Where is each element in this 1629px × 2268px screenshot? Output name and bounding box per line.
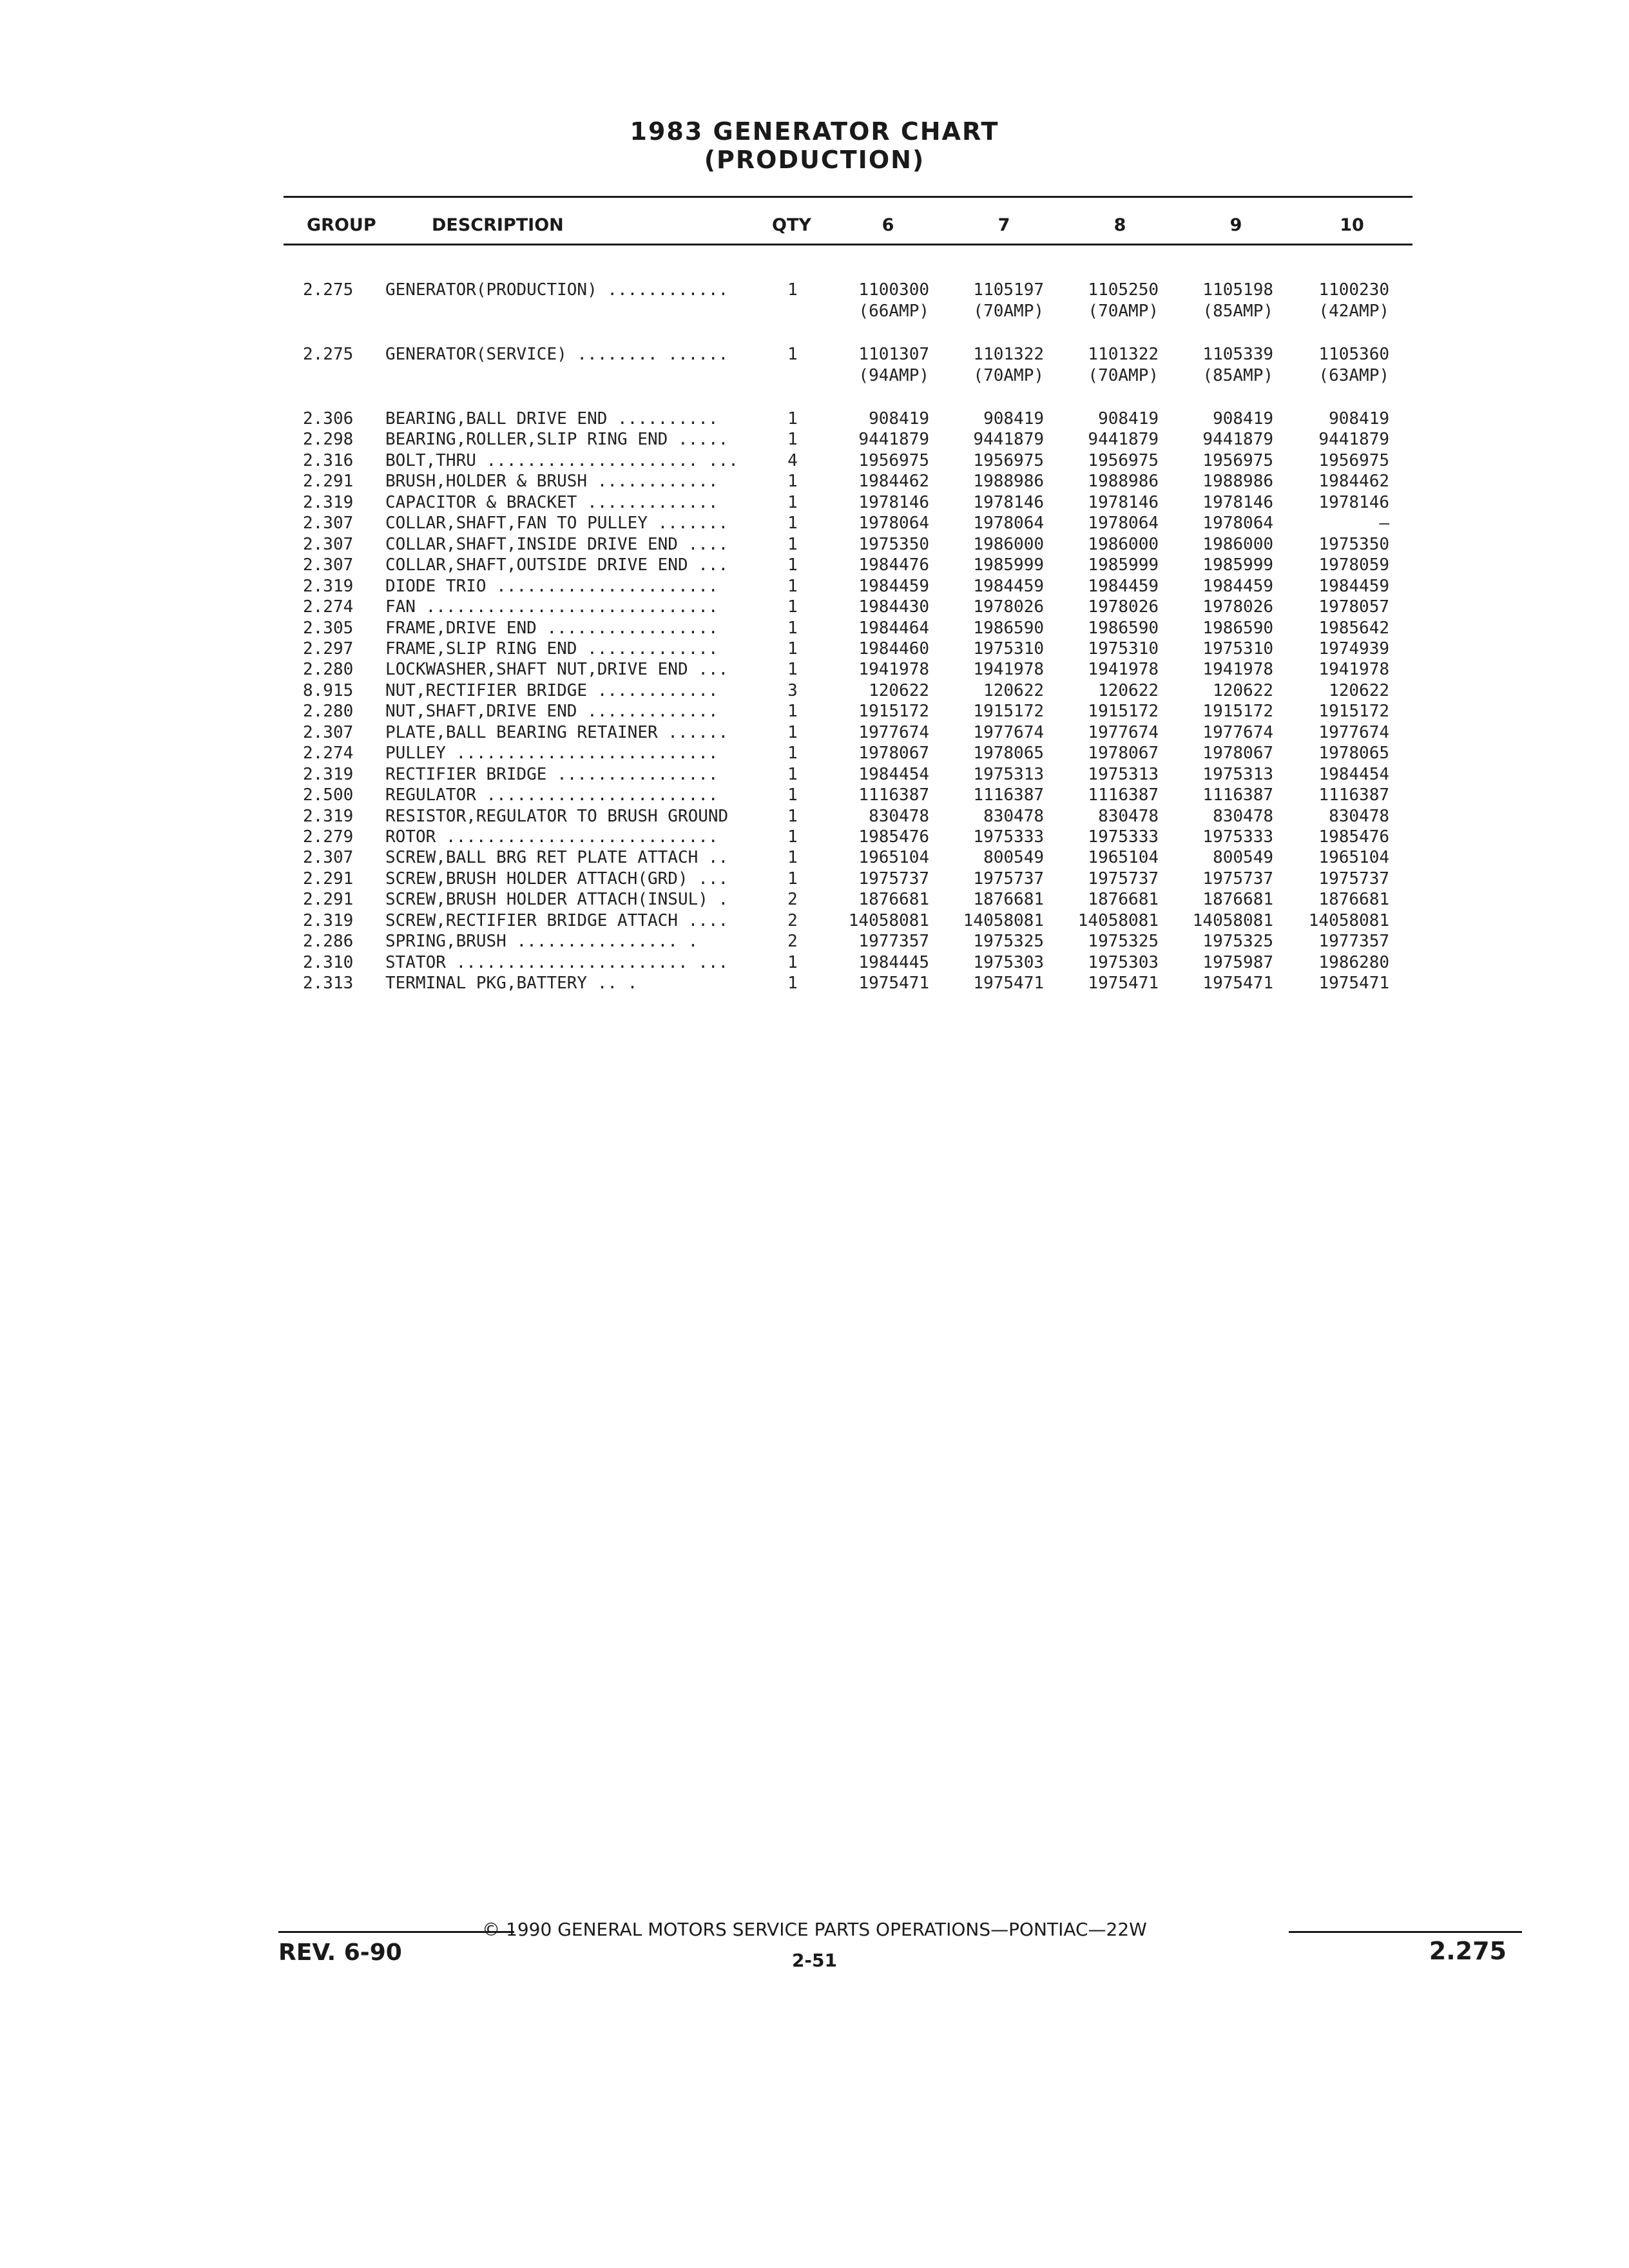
row-part-number: 1984459 xyxy=(973,576,1044,596)
row-part-number: 830478 xyxy=(1329,806,1389,826)
row-part-number: 1941978 xyxy=(973,660,1044,680)
row-qty: 3 xyxy=(787,680,798,700)
row-part-number: 1975987 xyxy=(1202,952,1273,972)
row-part-number: 1975737 xyxy=(1318,869,1389,889)
row-part-number: 1978064 xyxy=(973,514,1044,533)
row-part-number: 1988986 xyxy=(1088,472,1159,492)
row-qty: 1 xyxy=(787,806,798,826)
row-part-number: 800549 xyxy=(983,848,1044,868)
row-part-number: 1105198 xyxy=(1202,280,1273,300)
row-group: 2.274 xyxy=(303,597,354,617)
row-part-number: 1984445 xyxy=(858,952,929,972)
section-number: 2.275 xyxy=(1429,1937,1507,1965)
row-part-number: 1977674 xyxy=(858,722,929,742)
row-qty: 1 xyxy=(787,744,798,764)
row-part-number: 1988986 xyxy=(973,472,1044,492)
row-qty: 1 xyxy=(787,952,798,972)
row-description: FRAME,SLIP RING END ............. xyxy=(385,639,718,658)
row-part-number: 1975333 xyxy=(1088,827,1159,847)
row-part-number: 1986590 xyxy=(973,618,1044,638)
row-amp-rating: (66AMP) xyxy=(858,302,929,321)
row-part-number: 1975325 xyxy=(1202,932,1273,952)
row-part-number: 1977674 xyxy=(1202,722,1273,742)
row-part-number: 120622 xyxy=(983,680,1044,700)
row-qty: 1 xyxy=(787,848,798,868)
row-part-number: 830478 xyxy=(983,806,1044,826)
row-group: 2.291 xyxy=(303,472,354,492)
row-description: DIODE TRIO ...................... xyxy=(385,576,718,596)
row-part-number: 1984462 xyxy=(1318,472,1389,492)
row-part-number: 1876681 xyxy=(1318,890,1389,910)
row-qty: 1 xyxy=(787,345,798,364)
row-part-number: 1978026 xyxy=(1202,597,1273,617)
row-part-number: 1876681 xyxy=(973,890,1044,910)
row-part-number: 1978064 xyxy=(858,514,929,533)
row-description: LOCKWASHER,SHAFT NUT,DRIVE END ... xyxy=(385,660,729,680)
row-part-number: 1978065 xyxy=(1318,744,1389,764)
row-part-number: 1975325 xyxy=(973,932,1044,952)
row-part-number: 1985999 xyxy=(1202,555,1273,575)
row-part-number: 1956975 xyxy=(858,450,929,470)
row-group: 2.310 xyxy=(303,952,354,972)
row-qty: 1 xyxy=(787,409,798,428)
row-qty: 2 xyxy=(787,932,798,952)
row-group: 2.306 xyxy=(303,409,354,428)
row-group: 2.280 xyxy=(303,702,354,722)
row-description: STATOR ....................... ... xyxy=(385,952,729,972)
row-part-number: 1985476 xyxy=(1318,827,1389,847)
row-description: BEARING,BALL DRIVE END .......... xyxy=(385,409,718,428)
row-description: SPRING,BRUSH ................ . xyxy=(385,932,699,952)
row-description: GENERATOR(SERVICE) ........ ...... xyxy=(385,345,729,364)
row-part-number: 1977674 xyxy=(1088,722,1159,742)
header-col-6: 6 xyxy=(882,215,894,235)
row-part-number: 1956975 xyxy=(1088,450,1159,470)
row-part-number: 1984430 xyxy=(858,597,929,617)
row-group: 2.279 xyxy=(303,827,354,847)
row-group: 2.319 xyxy=(303,576,354,596)
row-description: SCREW,RECTIFIER BRIDGE ATTACH .... xyxy=(385,910,729,930)
row-part-number: 1956975 xyxy=(1202,450,1273,470)
row-part-number: 830478 xyxy=(1213,806,1273,826)
row-part-number: 9441879 xyxy=(973,430,1044,450)
row-part-number: 1100230 xyxy=(1318,280,1389,300)
row-part-number: 1975350 xyxy=(1318,534,1389,554)
copyright-line: © 1990 GENERAL MOTORS SERVICE PARTS OPERATIONS—PONTIAC—22W xyxy=(482,1919,1147,1940)
row-group: 2.307 xyxy=(303,514,354,533)
row-part-number: 1986000 xyxy=(1088,534,1159,554)
row-qty: 4 xyxy=(787,450,798,470)
row-description: COLLAR,SHAFT,OUTSIDE DRIVE END ... xyxy=(385,555,729,575)
row-part-number: 1984454 xyxy=(858,764,929,784)
row-group: 2.291 xyxy=(303,890,354,910)
row-part-number: 1975737 xyxy=(858,869,929,889)
row-qty: 1 xyxy=(787,639,798,658)
row-group: 2.305 xyxy=(303,618,354,638)
row-part-number: 1985999 xyxy=(973,555,1044,575)
row-part-number: 1977357 xyxy=(1318,932,1389,952)
row-part-number: 1876681 xyxy=(1088,890,1159,910)
row-part-number: 1978065 xyxy=(973,744,1044,764)
row-amp-rating: (70AMP) xyxy=(1088,366,1159,385)
row-part-number: 1975310 xyxy=(1202,639,1273,658)
row-amp-rating: (70AMP) xyxy=(1088,302,1159,321)
row-part-number: 1105360 xyxy=(1318,345,1389,364)
row-part-number: 1105339 xyxy=(1202,345,1273,364)
row-description: SCREW,BALL BRG RET PLATE ATTACH .. xyxy=(385,848,729,868)
row-qty: 1 xyxy=(787,597,798,617)
row-description: CAPACITOR & BRACKET ............. xyxy=(385,492,718,512)
row-part-number: 1116387 xyxy=(858,785,929,805)
row-part-number: 14058081 xyxy=(1077,910,1159,930)
row-part-number: 120622 xyxy=(1213,680,1273,700)
row-qty: 1 xyxy=(787,785,798,805)
header-qty: QTY xyxy=(772,215,811,235)
row-qty: 1 xyxy=(787,555,798,575)
row-part-number: 1105197 xyxy=(973,280,1044,300)
row-part-number: 1978067 xyxy=(1202,744,1273,764)
row-group: 2.291 xyxy=(303,869,354,889)
row-amp-rating: (85AMP) xyxy=(1202,366,1273,385)
row-part-number: 1978067 xyxy=(858,744,929,764)
row-description: FAN ............................. xyxy=(385,597,718,617)
row-part-number: 1975471 xyxy=(858,974,929,994)
row-part-number: 1984454 xyxy=(1318,764,1389,784)
row-part-number: 1975471 xyxy=(973,974,1044,994)
row-part-number: 1105250 xyxy=(1088,280,1159,300)
row-group: 8.915 xyxy=(303,680,354,700)
row-part-number: 1986590 xyxy=(1202,618,1273,638)
row-part-number: 908419 xyxy=(1098,409,1159,428)
row-part-number: 120622 xyxy=(1329,680,1389,700)
row-part-number: 9441879 xyxy=(1202,430,1273,450)
header-col-7: 7 xyxy=(998,215,1010,235)
header-description: DESCRIPTION xyxy=(432,215,564,235)
row-part-number: 9441879 xyxy=(1088,430,1159,450)
row-part-number: 1116387 xyxy=(1088,785,1159,805)
row-group: 2.307 xyxy=(303,555,354,575)
row-part-number: 1116387 xyxy=(973,785,1044,805)
row-part-number: 1986590 xyxy=(1088,618,1159,638)
row-part-number: 1978146 xyxy=(1202,492,1273,512)
row-part-number: 1941978 xyxy=(1088,660,1159,680)
row-group: 2.307 xyxy=(303,722,354,742)
row-part-number: 1977357 xyxy=(858,932,929,952)
row-part-number: 1975471 xyxy=(1088,974,1159,994)
row-part-number: 1977674 xyxy=(973,722,1044,742)
row-part-number: 830478 xyxy=(1098,806,1159,826)
row-part-number: 1975737 xyxy=(973,869,1044,889)
row-description: TERMINAL PKG,BATTERY .. . xyxy=(385,974,638,994)
row-part-number: 1956975 xyxy=(1318,450,1389,470)
row-part-number: 1975737 xyxy=(1202,869,1273,889)
title-line-2: (PRODUCTION) xyxy=(704,146,925,174)
row-part-number: 1975471 xyxy=(1318,974,1389,994)
row-amp-rating: (42AMP) xyxy=(1318,302,1389,321)
row-part-number: 1978067 xyxy=(1088,744,1159,764)
row-part-number: 1975313 xyxy=(1088,764,1159,784)
row-part-number: 1941978 xyxy=(1318,660,1389,680)
row-group: 2.275 xyxy=(303,345,354,364)
row-description: RESISTOR,REGULATOR TO BRUSH GROUND xyxy=(385,806,729,826)
row-qty: 1 xyxy=(787,764,798,784)
row-part-number: 1984459 xyxy=(858,576,929,596)
row-part-number: 1975313 xyxy=(973,764,1044,784)
header-col-10: 10 xyxy=(1340,215,1364,235)
row-amp-rating: (70AMP) xyxy=(973,366,1044,385)
row-part-number: 1876681 xyxy=(1202,890,1273,910)
row-group: 2.316 xyxy=(303,450,354,470)
row-group: 2.307 xyxy=(303,848,354,868)
row-qty: 1 xyxy=(787,974,798,994)
row-description: COLLAR,SHAFT,FAN TO PULLEY ....... xyxy=(385,514,729,533)
row-group: 2.274 xyxy=(303,744,354,764)
row-part-number: 1988986 xyxy=(1202,472,1273,492)
row-part-number: 908419 xyxy=(869,409,929,428)
row-part-number: 1978064 xyxy=(1202,514,1273,533)
row-qty: 1 xyxy=(787,660,798,680)
row-part-number: 1101322 xyxy=(1088,345,1159,364)
row-group: 2.297 xyxy=(303,639,354,658)
row-amp-rating: (94AMP) xyxy=(858,366,929,385)
row-part-number: 1116387 xyxy=(1202,785,1273,805)
row-qty: 1 xyxy=(787,702,798,722)
row-part-number: 1975333 xyxy=(1202,827,1273,847)
row-description: BRUSH,HOLDER & BRUSH ............ xyxy=(385,472,718,492)
row-part-number: 14058081 xyxy=(848,910,929,930)
row-part-number: 908419 xyxy=(1329,409,1389,428)
row-description: RECTIFIER BRIDGE ................ xyxy=(385,764,718,784)
row-part-number: 1915172 xyxy=(1202,702,1273,722)
row-part-number: 1956975 xyxy=(973,450,1044,470)
row-part-number: — xyxy=(1379,514,1389,533)
row-qty: 1 xyxy=(787,514,798,533)
row-part-number: 1984464 xyxy=(858,618,929,638)
row-description: SCREW,BRUSH HOLDER ATTACH(INSUL) . xyxy=(385,890,729,910)
row-description: FRAME,DRIVE END ................. xyxy=(385,618,718,638)
revision-label: REV. 6-90 xyxy=(278,1939,402,1966)
row-qty: 2 xyxy=(787,910,798,930)
row-part-number: 1101307 xyxy=(858,345,929,364)
row-amp-rating: (85AMP) xyxy=(1202,302,1273,321)
row-part-number: 1984459 xyxy=(1088,576,1159,596)
row-part-number: 1975303 xyxy=(973,952,1044,972)
row-part-number: 1965104 xyxy=(1318,848,1389,868)
row-group: 2.298 xyxy=(303,430,354,450)
row-part-number: 1984476 xyxy=(858,555,929,575)
row-part-number: 1978146 xyxy=(1318,492,1389,512)
row-group: 2.319 xyxy=(303,492,354,512)
row-group: 2.319 xyxy=(303,806,354,826)
row-description: BEARING,ROLLER,SLIP RING END ..... xyxy=(385,430,729,450)
row-part-number: 1941978 xyxy=(858,660,929,680)
row-group: 2.500 xyxy=(303,785,354,805)
row-part-number: 1978064 xyxy=(1088,514,1159,533)
row-qty: 1 xyxy=(787,280,798,300)
row-part-number: 1116387 xyxy=(1318,785,1389,805)
row-description: BOLT,THRU ..................... ... xyxy=(385,450,738,470)
row-part-number: 1984459 xyxy=(1318,576,1389,596)
row-part-number: 1975350 xyxy=(858,534,929,554)
row-part-number: 1975303 xyxy=(1088,952,1159,972)
row-group: 2.286 xyxy=(303,932,354,952)
row-part-number: 1915172 xyxy=(858,702,929,722)
row-part-number: 120622 xyxy=(1098,680,1159,700)
row-amp-rating: (70AMP) xyxy=(973,302,1044,321)
row-qty: 1 xyxy=(787,430,798,450)
row-part-number: 1978146 xyxy=(1088,492,1159,512)
row-part-number: 1975310 xyxy=(973,639,1044,658)
row-part-number: 1984459 xyxy=(1202,576,1273,596)
row-group: 2.280 xyxy=(303,660,354,680)
row-qty: 2 xyxy=(787,890,798,910)
row-part-number: 9441879 xyxy=(858,430,929,450)
row-qty: 1 xyxy=(787,827,798,847)
row-part-number: 1985642 xyxy=(1318,618,1389,638)
row-description: NUT,SHAFT,DRIVE END ............. xyxy=(385,702,718,722)
row-part-number: 1100300 xyxy=(858,280,929,300)
row-part-number: 1977674 xyxy=(1318,722,1389,742)
row-group: 2.307 xyxy=(303,534,354,554)
title-line-1: 1983 GENERATOR CHART xyxy=(630,117,999,146)
row-part-number: 14058081 xyxy=(1308,910,1389,930)
row-part-number: 1984462 xyxy=(858,472,929,492)
row-part-number: 1915172 xyxy=(1318,702,1389,722)
row-part-number: 14058081 xyxy=(963,910,1044,930)
row-part-number: 1986280 xyxy=(1318,952,1389,972)
row-part-number: 1978026 xyxy=(973,597,1044,617)
row-part-number: 1978026 xyxy=(1088,597,1159,617)
row-description: REGULATOR ....................... xyxy=(385,785,718,805)
row-part-number: 1915172 xyxy=(1088,702,1159,722)
row-qty: 1 xyxy=(787,576,798,596)
row-part-number: 1986000 xyxy=(973,534,1044,554)
row-group: 2.275 xyxy=(303,280,354,300)
row-part-number: 1876681 xyxy=(858,890,929,910)
row-description: COLLAR,SHAFT,INSIDE DRIVE END .... xyxy=(385,534,729,554)
row-part-number: 1986000 xyxy=(1202,534,1273,554)
row-description: NUT,RECTIFIER BRIDGE ............ xyxy=(385,680,718,700)
row-part-number: 908419 xyxy=(1213,409,1273,428)
row-part-number: 1975310 xyxy=(1088,639,1159,658)
row-part-number: 1985476 xyxy=(858,827,929,847)
row-description: SCREW,BRUSH HOLDER ATTACH(GRD) ... xyxy=(385,869,729,889)
row-part-number: 1915172 xyxy=(973,702,1044,722)
row-description: PULLEY .......................... xyxy=(385,744,718,764)
row-amp-rating: (63AMP) xyxy=(1318,366,1389,385)
row-group: 2.313 xyxy=(303,974,354,994)
header-col-9: 9 xyxy=(1229,215,1242,235)
row-part-number: 1965104 xyxy=(1088,848,1159,868)
row-part-number: 800549 xyxy=(1213,848,1273,868)
row-part-number: 830478 xyxy=(869,806,929,826)
row-part-number: 1975333 xyxy=(973,827,1044,847)
row-part-number: 1974939 xyxy=(1318,639,1389,658)
row-part-number: 1985999 xyxy=(1088,555,1159,575)
row-qty: 1 xyxy=(787,534,798,554)
row-part-number: 14058081 xyxy=(1192,910,1273,930)
row-part-number: 1941978 xyxy=(1202,660,1273,680)
row-description: ROTOR ........................... xyxy=(385,827,718,847)
row-part-number: 1975737 xyxy=(1088,869,1159,889)
row-part-number: 1978057 xyxy=(1318,597,1389,617)
row-group: 2.319 xyxy=(303,910,354,930)
row-part-number: 120622 xyxy=(869,680,929,700)
row-part-number: 1975325 xyxy=(1088,932,1159,952)
row-part-number: 1965104 xyxy=(858,848,929,868)
row-qty: 1 xyxy=(787,472,798,492)
page-number: 2-51 xyxy=(791,1950,838,1971)
row-part-number: 1101322 xyxy=(973,345,1044,364)
row-qty: 1 xyxy=(787,618,798,638)
row-part-number: 908419 xyxy=(983,409,1044,428)
row-qty: 1 xyxy=(787,722,798,742)
header-group: GROUP xyxy=(307,215,376,235)
row-part-number: 1984460 xyxy=(858,639,929,658)
row-part-number: 1978146 xyxy=(858,492,929,512)
header-col-8: 8 xyxy=(1113,215,1126,235)
row-description: PLATE,BALL BEARING RETAINER ...... xyxy=(385,722,729,742)
row-part-number: 1978146 xyxy=(973,492,1044,512)
row-qty: 1 xyxy=(787,492,798,512)
row-group: 2.319 xyxy=(303,764,354,784)
row-part-number: 9441879 xyxy=(1318,430,1389,450)
row-part-number: 1975471 xyxy=(1202,974,1273,994)
row-part-number: 1978059 xyxy=(1318,555,1389,575)
row-description: GENERATOR(PRODUCTION) ............ xyxy=(385,280,729,300)
row-part-number: 1975313 xyxy=(1202,764,1273,784)
row-qty: 1 xyxy=(787,869,798,889)
